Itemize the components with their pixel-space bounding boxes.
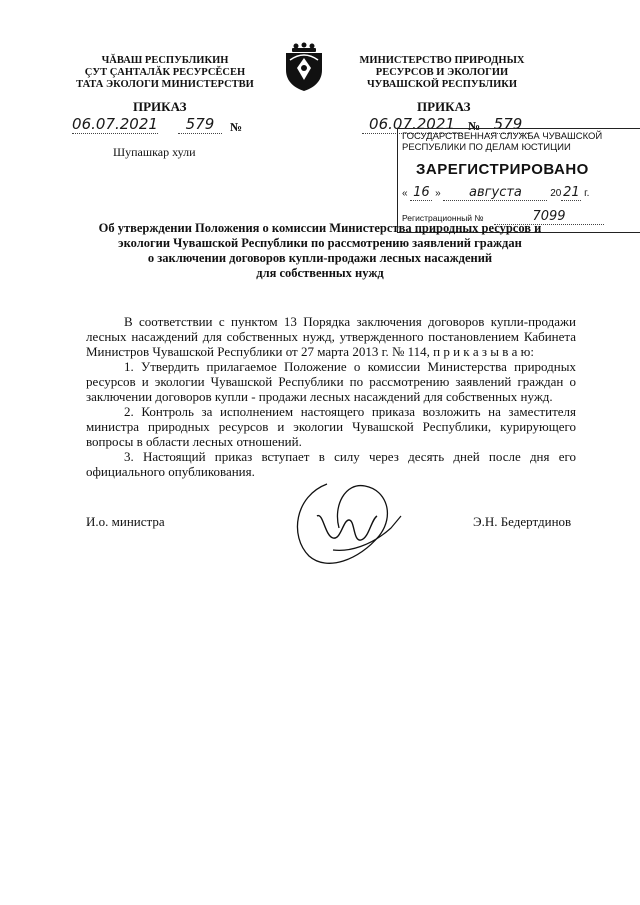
left-header-line2: ÇУТ ÇАНТАЛĂК РЕСУРСĔСЕН bbox=[84, 67, 246, 78]
stamp-quote-close: » bbox=[435, 188, 441, 199]
stamp-year-suffix: г. bbox=[584, 188, 590, 199]
document-title bbox=[60, 221, 580, 281]
left-prikaz-label: ПРИКАЗ bbox=[133, 99, 187, 114]
body-paragraph-1: В соответствии с пунктом 13 Порядка заключения договоров купли-продажи лесных насаждений для собственных нужд, утвержденного постановлением Кабинета Министров Чувашской Республики от 27 марта 2013 г. № 114, п р и к а з ы в а ю: bbox=[86, 314, 576, 359]
stamp-month: августа bbox=[443, 185, 547, 201]
body-paragraph-3: 2. Контроль за исполнением настоящего приказа возложить на заместителя министра природных ресурсов и экологии Чувашской Республики, курирующего вопросы в области лесных отношений. bbox=[86, 404, 576, 449]
left-header-line1: ЧĂВАШ РЕСПУБЛИКИН bbox=[101, 55, 229, 66]
stamp-date-row bbox=[402, 185, 634, 201]
right-number-sign: № bbox=[468, 119, 481, 133]
stamp-line2: РЕСПУБЛИКИ ПО ДЕЛАМ ЮСТИЦИИ bbox=[402, 142, 571, 153]
right-header-line3: ЧУВАШСКОЙ РЕСПУБЛИКИ bbox=[366, 79, 518, 90]
right-header-line2: РЕСУРСОВ И ЭКОЛОГИИ bbox=[375, 67, 509, 78]
city-name: Шупашкар хули bbox=[113, 145, 196, 159]
signer-name: Э.Н. Бедертдинов bbox=[473, 514, 572, 529]
right-prikaz-label: ПРИКАЗ bbox=[417, 99, 471, 114]
stamp-year-prefix: 20 bbox=[550, 188, 562, 199]
stamp-year: 21 bbox=[563, 185, 580, 200]
title-line1: Об утверждении Положения о комиссии Министерства природных ресурсов и bbox=[98, 221, 542, 235]
right-date: 06.07.2021 bbox=[362, 115, 462, 134]
title-line4: для собственных нужд bbox=[256, 266, 384, 280]
right-header-line1: МИНИСТЕРСТВО ПРИРОДНЫХ bbox=[359, 55, 525, 66]
registration-stamp bbox=[397, 128, 640, 233]
body-paragraph-2: 1. Утвердить прилагаемое Положение о комиссии Министерства природных ресурсов и экологии Чувашской Республики по рассмотрению заявлений граждан о заключении договоров купли - продажи лесных насаждений для собственных нужд. bbox=[86, 359, 576, 404]
left-header bbox=[70, 55, 260, 91]
stamp-quote-open: « bbox=[402, 188, 408, 199]
left-header-line3: ТАТА ЭКОЛОГИ МИНИСТЕРСТВИ bbox=[76, 79, 254, 90]
right-header bbox=[352, 55, 532, 91]
stamp-reg-label: Регистрационный № bbox=[402, 213, 484, 223]
title-line2: экологии Чувашской Республики по рассмотрению заявлений граждан bbox=[118, 236, 522, 250]
body-paragraph-4: 3. Настоящий приказ вступает в силу через десять дней после дня его официального опубликования. bbox=[86, 449, 576, 479]
signer-position: И.о. министра bbox=[86, 514, 165, 529]
stamp-status: ЗАРЕГИСТРИРОВАНО bbox=[416, 161, 589, 178]
emblem-icon bbox=[280, 40, 328, 92]
stamp-reg-number: 7099 bbox=[494, 209, 604, 225]
stamp-line1: ГОСУДАРСТВЕННАЯ СЛУЖБА ЧУВАШСКОЙ bbox=[402, 131, 603, 142]
stamp-day: 16 bbox=[410, 185, 432, 201]
right-number: 579 bbox=[486, 115, 530, 134]
signature-icon bbox=[287, 476, 407, 572]
left-number: 579 bbox=[178, 115, 222, 134]
title-line3: о заключении договоров купли-продажи лесных насаждений bbox=[147, 251, 493, 265]
left-number-sign: № bbox=[230, 120, 243, 134]
left-date: 06.07.2021 bbox=[72, 115, 158, 133]
document-body bbox=[86, 314, 576, 479]
